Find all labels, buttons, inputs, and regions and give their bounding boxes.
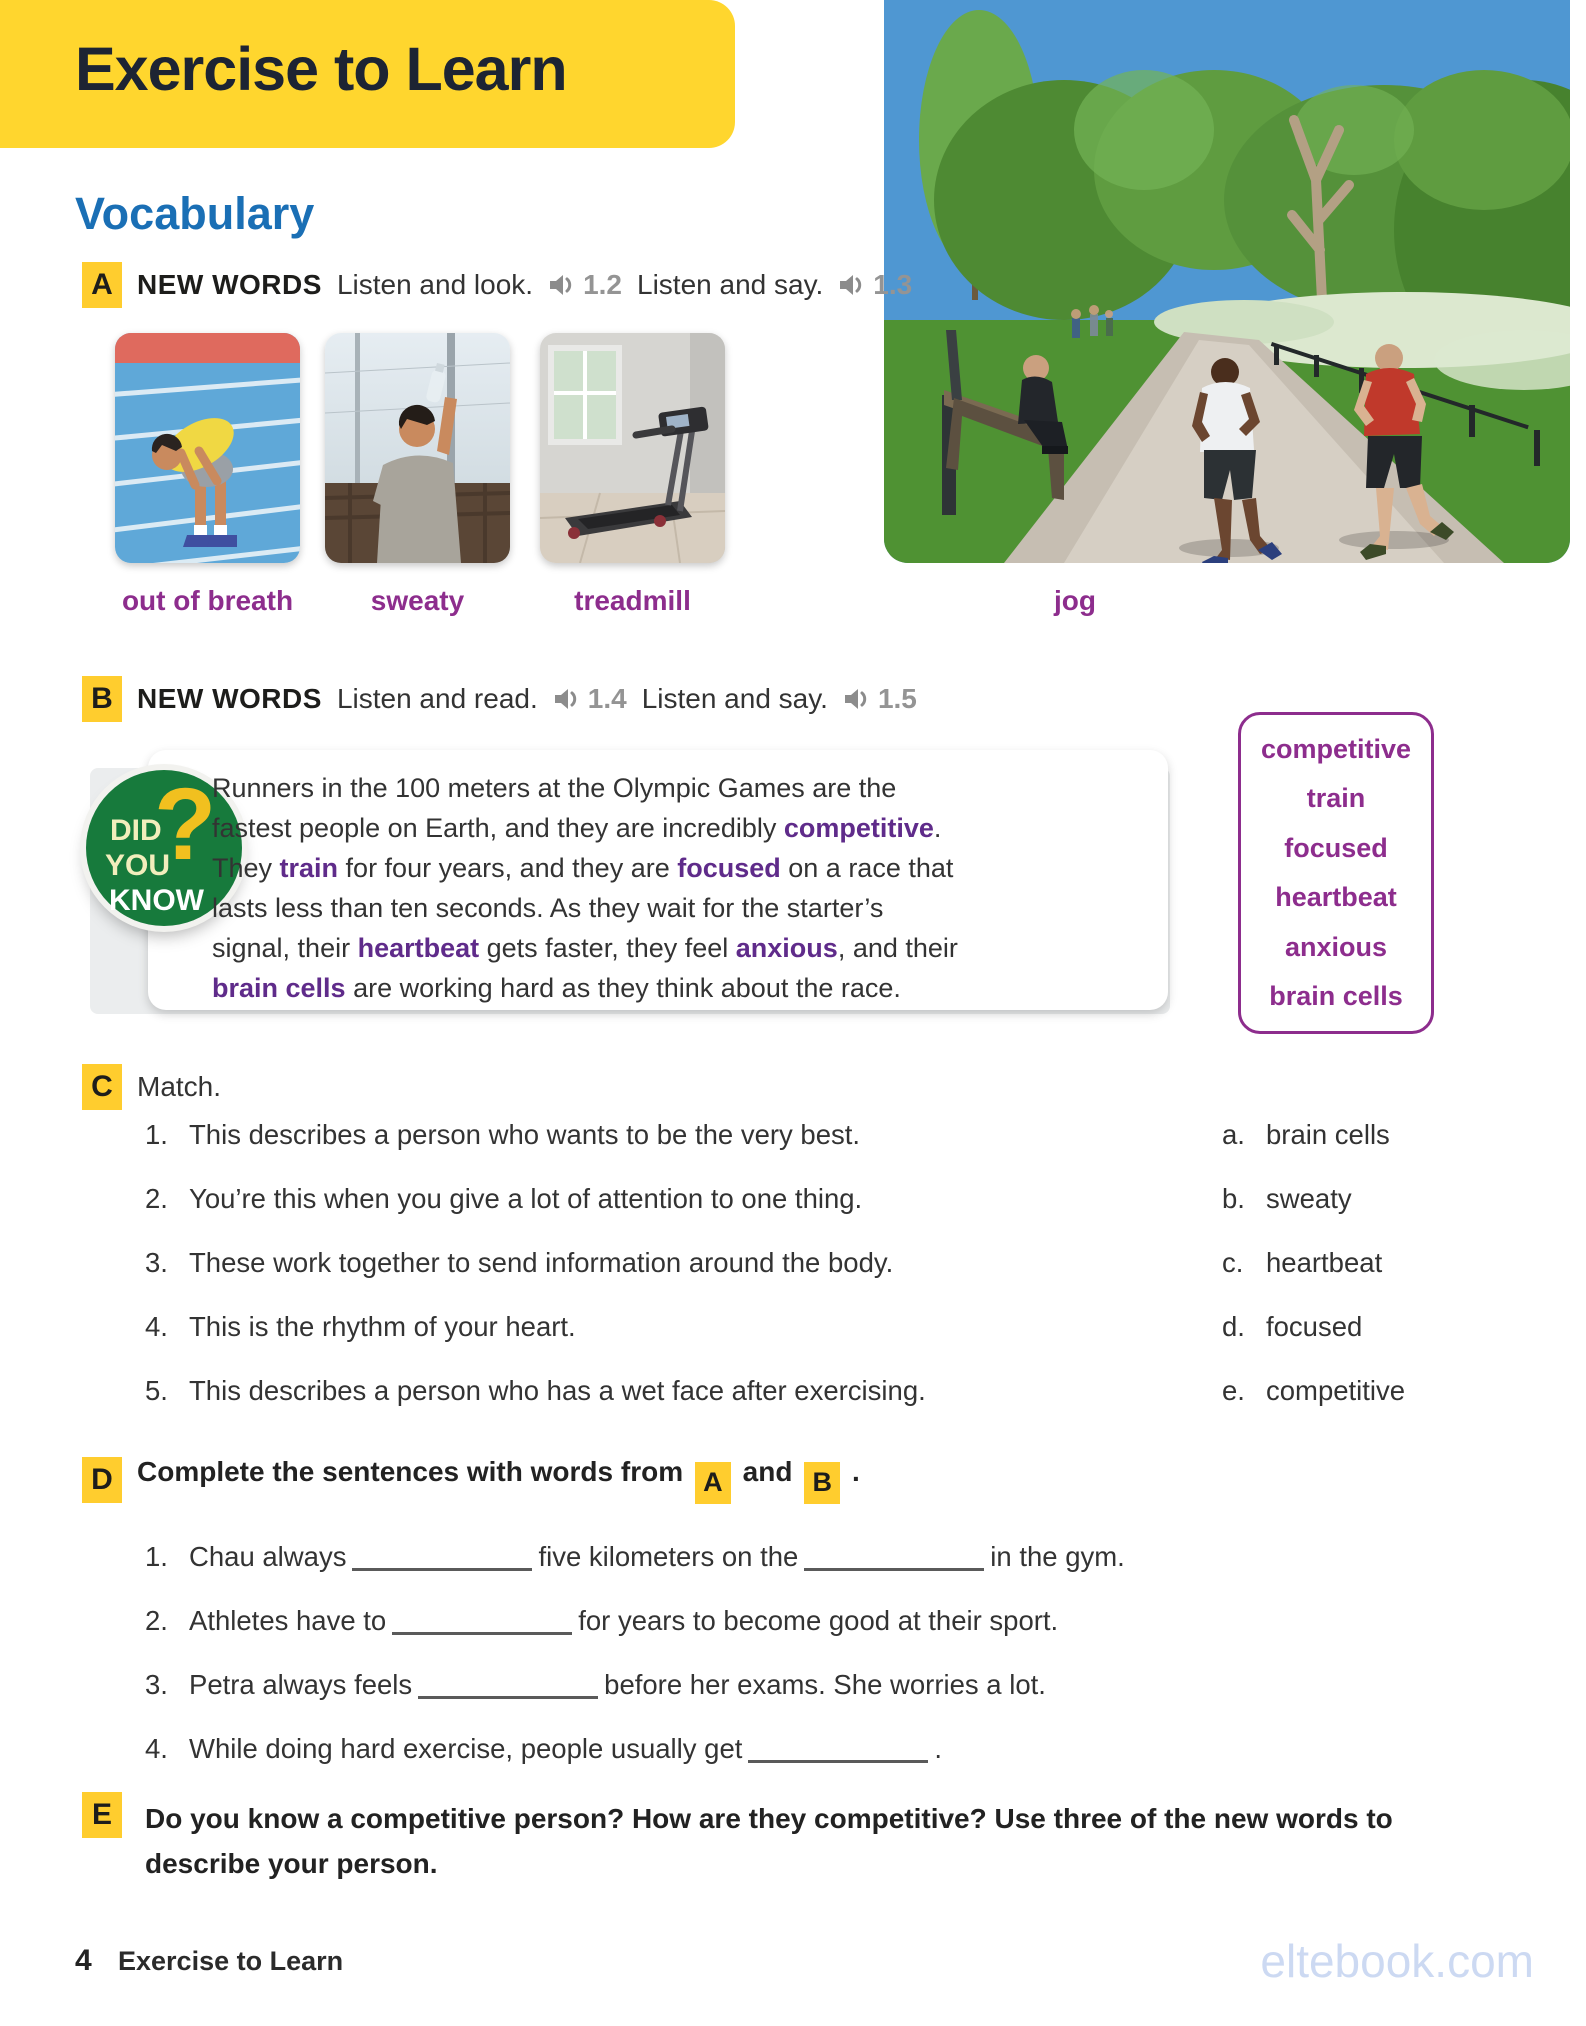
match-options (1222, 1118, 1542, 1438)
list-item (145, 1118, 1185, 1152)
word-box (1238, 712, 1434, 1034)
sentence-text: Petra always feels before her exams. She worries a lot. (189, 1669, 1046, 1700)
keyword: train (279, 853, 339, 883)
match-items (145, 1118, 1185, 1438)
item-number: 2. (145, 1605, 168, 1636)
section-e-heading (82, 1792, 122, 1838)
option-text: brain cells (1266, 1119, 1390, 1150)
keyword: competitive (783, 813, 934, 843)
fill-in-blank[interactable] (748, 1744, 928, 1763)
section-b-badge: B (82, 676, 122, 722)
item-number: 1. (145, 1119, 168, 1150)
item-number: 3. (145, 1669, 168, 1700)
item-number: 5. (145, 1375, 168, 1406)
sentence-item (145, 1604, 1475, 1638)
speaker-icon (843, 686, 873, 712)
page-title: Exercise to Learn (75, 35, 567, 103)
instruction-text: Listen and look. (336, 269, 534, 300)
fill-in-blank[interactable] (392, 1616, 572, 1635)
fill-in-blank[interactable] (804, 1552, 984, 1571)
word-box-item: heartbeat (1275, 882, 1397, 913)
sentence-text: Chau always five kilometers on the in the gym. (189, 1541, 1125, 1572)
instruction-text: Listen and read. (336, 683, 538, 714)
audio-track-number: 1.5 (877, 683, 917, 714)
option-letter: a. (1222, 1119, 1245, 1150)
did-you-know-badge: ? DID YOU KNOW (86, 770, 242, 926)
word-box-item: focused (1284, 832, 1388, 863)
jog-photo (884, 0, 1570, 563)
option-letter: d. (1222, 1311, 1245, 1342)
word-box-item: competitive (1260, 733, 1412, 764)
list-item (1222, 1118, 1542, 1152)
option-letter: c. (1222, 1247, 1244, 1278)
footer-title: Exercise to Learn (118, 1946, 344, 1976)
option-letter: e. (1222, 1375, 1245, 1406)
item-text: These work together to send information around the body. (189, 1247, 894, 1278)
list-item (145, 1374, 1185, 1408)
item-number: 2. (145, 1183, 168, 1214)
did-you-know-paragraph: Runners in the 100 meters at the Olympic Games are the fastest people on Earth, and they are incredibly competitive. They train for four years, and they are focused on a race that lasts less than ten seconds. As they wait for the starter’s signal, their heartbeat gets faster, they feel anxious, and their brain cells are working hard as they think about the race. (212, 773, 958, 1003)
section-a-heading (82, 262, 912, 308)
speaker-icon (548, 272, 578, 298)
list-item (145, 1310, 1185, 1344)
sweaty-photo (325, 333, 510, 563)
audio-track-number: 1.2 (583, 269, 623, 300)
item-text: You’re this when you give a lot of attention to one thing. (189, 1183, 863, 1214)
page-number: 4 (75, 1944, 92, 1977)
option-text: sweaty (1266, 1183, 1352, 1214)
jog-photo-illustration (884, 0, 1570, 563)
keyword: anxious (735, 933, 838, 963)
option-text: heartbeat (1266, 1247, 1383, 1278)
sentence-item (145, 1668, 1475, 1702)
instruction-text: Listen and say. (641, 683, 828, 714)
section-c-heading (82, 1064, 221, 1110)
option-text: focused (1266, 1311, 1363, 1342)
option-letter: b. (1222, 1183, 1245, 1214)
item-text: This describes a person who has a wet face after exercising. (189, 1375, 926, 1406)
new-words-label: NEW WORDS (137, 683, 322, 714)
word-box-item: train (1306, 783, 1366, 814)
list-item (145, 1182, 1185, 1216)
section-e-badge: E (82, 1792, 122, 1838)
section-d-badge: D (82, 1457, 122, 1503)
photo-caption: jog (1054, 585, 1096, 616)
section-b-reference-badge: B (804, 1462, 840, 1504)
complete-sentences-items (145, 1540, 1475, 1796)
speaker-icon (838, 272, 868, 298)
question-mark-icon: ? (154, 767, 217, 881)
section-c-badge: C (82, 1064, 122, 1110)
watermark: eltebook.com (1260, 1935, 1534, 1987)
sentence-item (145, 1732, 1475, 1766)
out-of-breath-photo (115, 333, 300, 563)
word-box-item: anxious (1284, 931, 1388, 962)
sentence-item (145, 1540, 1475, 1574)
item-number: 4. (145, 1733, 168, 1764)
item-text: This describes a person who wants to be the very best. (189, 1119, 861, 1150)
list-item (1222, 1310, 1542, 1344)
keyword: brain cells (212, 973, 346, 1003)
item-text: This is the rhythm of your heart. (189, 1311, 576, 1342)
section-e-instruction: Do you know a competitive person? How are they competitive? Use three of the new words to describe your person. (145, 1803, 1393, 1879)
fill-in-blank[interactable] (418, 1680, 598, 1699)
speaker-icon (553, 686, 583, 712)
sentence-text: Athletes have to for years to become good at their sport. (189, 1605, 1059, 1636)
photo-caption: treadmill (574, 585, 691, 616)
treadmill-photo (540, 333, 725, 563)
vocabulary-heading: Vocabulary (75, 188, 315, 239)
audio-track-number: 1.3 (873, 269, 913, 300)
section-a-badge: A (82, 262, 122, 308)
new-words-label: NEW WORDS (137, 269, 322, 300)
list-item (1222, 1182, 1542, 1216)
photo-caption: out of breath (121, 585, 294, 616)
list-item (1222, 1246, 1542, 1280)
keyword: focused (677, 853, 781, 883)
section-d-instruction: Complete the sentences with words from A and B . (137, 1456, 860, 1504)
audio-track-number: 1.4 (587, 683, 627, 714)
option-text: competitive (1266, 1375, 1406, 1406)
section-b-heading (82, 676, 917, 722)
photo-caption: sweaty (370, 585, 465, 616)
list-item (1222, 1374, 1542, 1408)
instruction-text: Listen and say. (637, 269, 824, 300)
item-number: 3. (145, 1247, 168, 1278)
item-number: 1. (145, 1541, 168, 1572)
list-item (145, 1246, 1185, 1280)
section-d-heading (82, 1456, 860, 1504)
fill-in-blank[interactable] (352, 1552, 532, 1571)
sentence-text: While doing hard exercise, people usually get . (189, 1733, 943, 1764)
section-c-instruction: Match. (137, 1071, 222, 1102)
section-a-reference-badge: A (695, 1462, 731, 1504)
keyword: heartbeat (357, 933, 480, 963)
word-box-item: brain cells (1269, 981, 1403, 1012)
item-number: 4. (145, 1311, 168, 1342)
